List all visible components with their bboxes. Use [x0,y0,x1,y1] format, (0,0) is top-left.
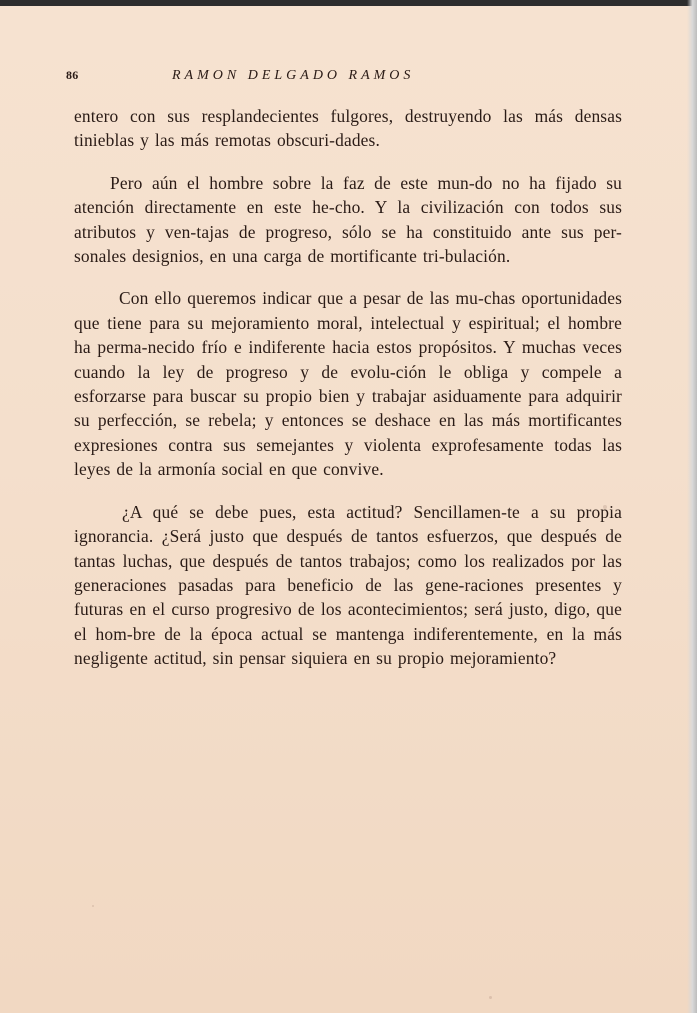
scan-right-edge [687,0,697,1013]
paragraph-3: Con ello queremos indicar que a pesar de las mu-chas oportunidades que tiene para su mejoramiento moral, intelectual y espiritual; el hombre ha perma-necido frío e indiferente hacia estos propósitos. Y muchas veces cuando la ley de progreso y de evolu-ción le obliga y compele a esforzarse para buscar su propio bien y trabajar asiduamente para adquirir su perfección, se rebela; y entonces se deshace en las más mortificantes expresiones contra sus semejantes y violenta exprofesamente todas las leyes de la armonía social en que convive. [74,288,622,480]
paper-speck [489,996,492,999]
paper-speck [92,905,94,907]
running-head: RAMON DELGADO RAMOS [172,68,415,83]
paragraph-1: entero con sus resplandecientes fulgores, destruyendo las más densas tinieblas y las más remotas obscuri-dades. [74,106,622,151]
paper-speck [603,505,607,509]
paragraph-2: Pero aún el hombre sobre la faz de este mun-do no ha fijado su atención directamente en este he-cho. Y la civilización con todos sus atributos y ven-tajas de progreso, sólo se ha constituido ante sus per-sonales designios, en una carga de mortificante tri-bulación. [74,172,622,267]
body-text [74,104,622,671]
paragraph-4: ¿A qué se debe pues, esta actitud? Sencillamen-te a su propia ignorancia. ¿Será justo que después de tantos esfuerzos, que después de tantas luchas, que después de tantos trabajos; como los realizados por las generaciones pasadas para beneficio de las gene-raciones presentes y futuras en el curso progresivo de los acontecimientos; será justo, digo, que el hom-bre de la época actual se mantenga indiferentemente, en la más negligente actitud, sin pensar siquiera en su propio mejoramiento? [74,501,622,669]
scan-top-edge [0,0,697,6]
paper-speck [403,326,406,329]
page-number: 86 [66,68,79,82]
page-header [66,68,626,88]
